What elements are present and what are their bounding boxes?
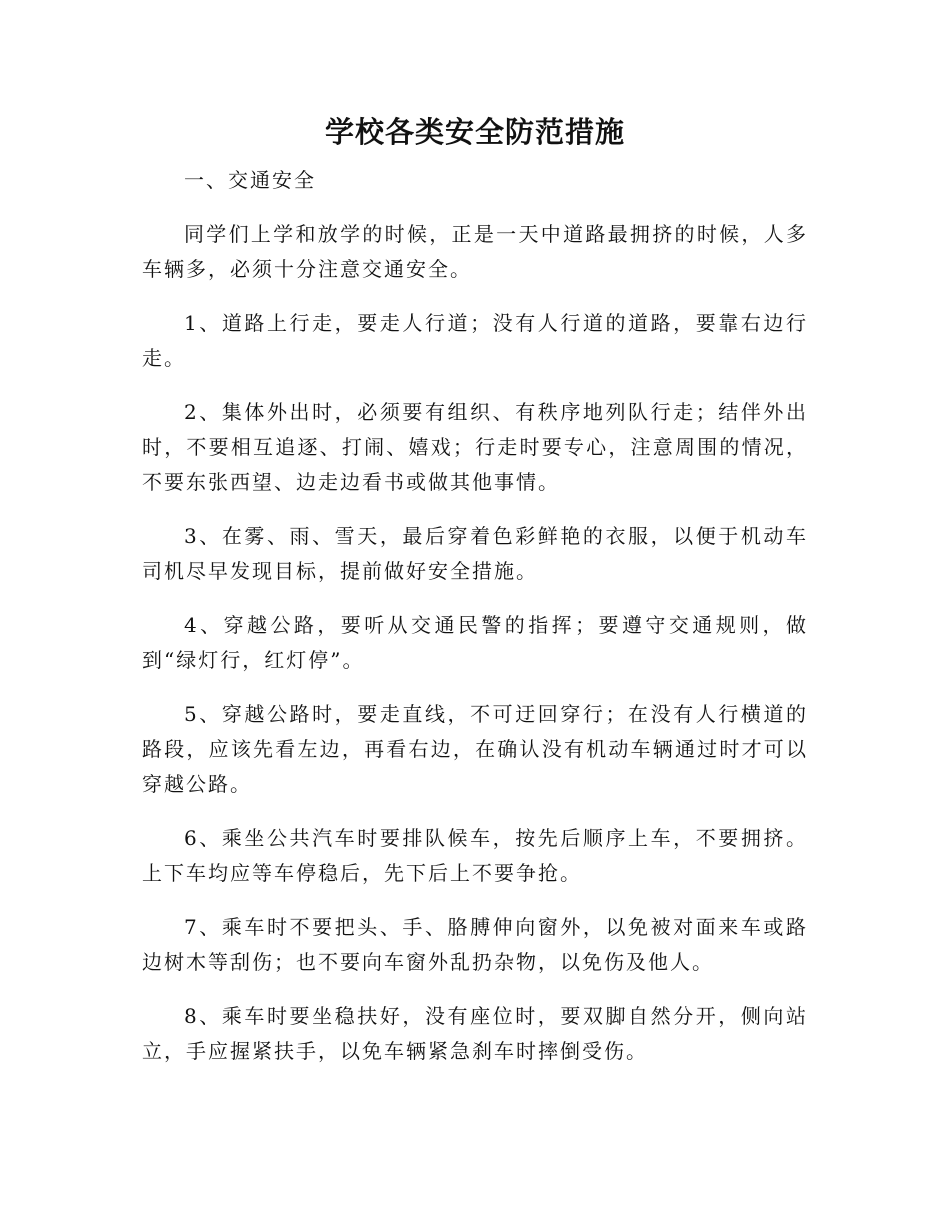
intro-paragraph: 同学们上学和放学的时候，正是一天中道路最拥挤的时候，人多车辆多，必须十分注意交通安全。 — [142, 222, 808, 281]
rule-item-3: 3、在雾、雨、雪天，最后穿着色彩鲜艳的衣服，以便于机动车司机尽早发现目标，提前做好安全措施。 — [142, 524, 808, 583]
rule-item-6: 6、乘坐公共汽车时要排队候车，按先后顺序上车，不要拥挤。上下车均应等车停稳后，先下后上不要争抢。 — [142, 826, 808, 885]
document-body — [142, 163, 808, 1088]
rule-item-4: 4、穿越公路，要听从交通民警的指挥；要遵守交通规则，做到“绿灯行，红灯停”。 — [142, 613, 808, 672]
rule-item-5: 5、穿越公路时，要走直线，不可迂回穿行；在没有人行横道的路段，应该先看左边，再看右边，在确认没有机动车辆通过时才可以穿越公路。 — [142, 702, 808, 796]
rule-item-2: 2、集体外出时，必须要有组织、有秩序地列队行走；结伴外出时，不要相互追逐、打闹、嬉戏；行走时要专心，注意周围的情况，不要东张西望、边走边看书或做其他事情。 — [142, 400, 808, 494]
rule-item-7: 7、乘车时不要把头、手、胳膊伸向窗外，以免被对面来车或路边树木等刮伤；也不要向车窗外乱扔杂物，以免伤及他人。 — [142, 915, 808, 974]
rule-item-1: 1、道路上行走，要走人行道；没有人行道的道路，要靠右边行走。 — [142, 311, 808, 370]
rule-item-8: 8、乘车时要坐稳扶好，没有座位时，要双脚自然分开，侧向站立，手应握紧扶手，以免车辆紧急刹车时摔倒受伤。 — [142, 1004, 808, 1063]
section-heading: 一、交通安全 — [184, 168, 316, 192]
document-title: 学校各类安全防范措施 — [324, 115, 625, 149]
